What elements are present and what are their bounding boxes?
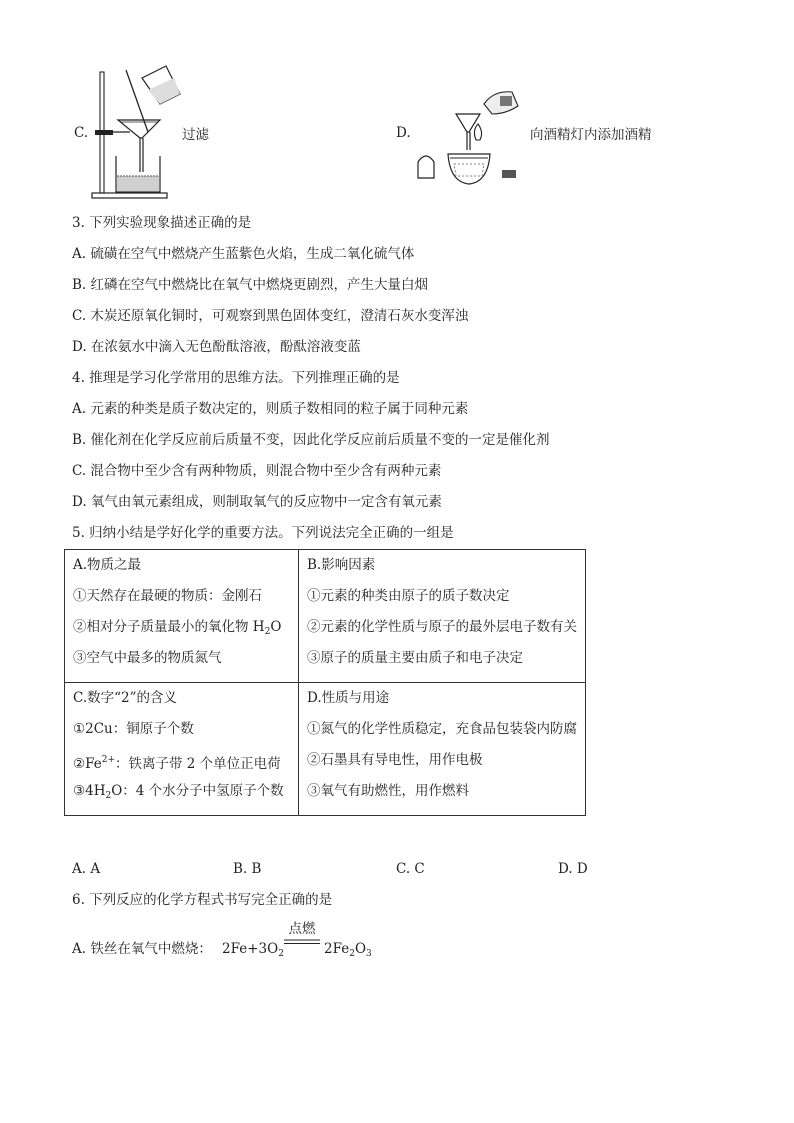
question-4-option-c: C. 混合物中至少含有两种物质，则混合物中至少含有两种元素 xyxy=(72,463,442,479)
cell-a-title: A.物质之最 xyxy=(73,557,142,573)
cell-d-line-1: ①氮气的化学性质稳定，充食品包装袋内防腐 xyxy=(307,721,577,737)
question-4-option-a: A. 元素的种类是质子数决定的，则质子数相同的粒子属于同种元素 xyxy=(72,401,469,417)
cell-c-title: C.数字“2”的含义 xyxy=(73,690,178,706)
cell-a-line-3: ③空气中最多的物质氮气 xyxy=(73,650,222,666)
question-3-option-a: A. 硫磺在空气中燃烧产生蓝紫色火焰，生成二氧化硫气体 xyxy=(72,246,415,262)
equation-lhs: $2Fe+3O_2$ xyxy=(222,941,284,959)
question-3-option-b: B. 红磷在空气中燃烧比在氧气中燃烧更剧烈，产生大量白烟 xyxy=(72,277,429,293)
question-4-stem: 4. 推理是学习化学常用的思维方法。下列推理正确的是 xyxy=(72,370,400,386)
cell-b-line-1: ①元素的种类由原子的质子数决定 xyxy=(307,588,510,604)
question-5-answer-b: B. B xyxy=(233,861,262,877)
question-5-answer-c: C. C xyxy=(396,861,425,877)
cell-b-line-3: ③原子的质量主要由质子和电子决定 xyxy=(307,650,523,666)
cell-d-title: D.性质与用途 xyxy=(307,690,390,706)
cell-c-line-1: ①2Cu：铜原子个数 xyxy=(73,721,194,737)
cell-a-line-2: ②相对分子质量最小的氧化物 $H_2O$ xyxy=(73,619,282,637)
cell-a xyxy=(65,550,299,683)
option-a-label: A. 铁丝在氧气中燃烧： xyxy=(72,941,212,957)
cell-c xyxy=(65,683,299,816)
equals-sign xyxy=(284,939,320,945)
question-5-stem: 5. 归纳小结是学好化学的重要方法。下列说法完全正确的一组是 xyxy=(72,525,454,541)
question-3-option-c: C. 木炭还原氧化铜时，可观察到黑色固体变红，澄清石灰水变浑浊 xyxy=(72,308,469,324)
filtration-apparatus-figure xyxy=(90,60,190,200)
option-d-letter: D. xyxy=(396,125,411,141)
cell-c-line-2: $②Fe^{2+}$：铁离子带 2 个单位正电荷 xyxy=(73,755,281,772)
cell-d xyxy=(299,683,586,816)
option-c-caption: 过滤 xyxy=(182,127,209,143)
equation-rhs: $2Fe_2O_3$ xyxy=(324,941,372,959)
question-3-stem: 3. 下列实验现象描述正确的是 xyxy=(72,215,252,231)
question-3-option-d: D. 在浓氨水中滴入无色酚酞溶液，酚酞溶液变蓝 xyxy=(72,339,361,355)
cell-b-title: B.影响因素 xyxy=(307,557,376,573)
alcohol-lamp-figure xyxy=(414,84,524,190)
question-5-table xyxy=(64,549,586,816)
cell-b xyxy=(299,550,586,683)
question-5-answer-a: A. A xyxy=(72,861,101,877)
question-4-option-d: D. 氧气由氧元素组成，则制取氧气的反应物中一定含有氧元素 xyxy=(72,494,442,510)
reaction-condition: 点燃 xyxy=(288,921,316,937)
option-d-caption: 向酒精灯内添加酒精 xyxy=(530,127,652,143)
cell-a-line-1: ①天然存在最硬的物质：金刚石 xyxy=(73,588,262,604)
question-5-answer-d: D. D xyxy=(558,861,588,877)
question-4-option-b: B. 催化剂在化学反应前后质量不变，因此化学反应前后质量不变的一定是催化剂 xyxy=(72,432,550,448)
option-c-letter: C. xyxy=(74,125,89,141)
cell-b-line-2: ②元素的化学性质与原子的最外层电子数有关 xyxy=(307,619,577,635)
cell-d-line-3: ③氧气有助燃性，用作燃料 xyxy=(307,783,469,799)
question-6-stem: 6. 下列反应的化学方程式书写完全正确的是 xyxy=(72,892,333,908)
cell-d-line-2: ②石墨具有导电性，用作电极 xyxy=(307,752,483,768)
cell-c-line-3: $③4H_2O$：4 个水分子中氢原子个数 xyxy=(73,783,284,801)
